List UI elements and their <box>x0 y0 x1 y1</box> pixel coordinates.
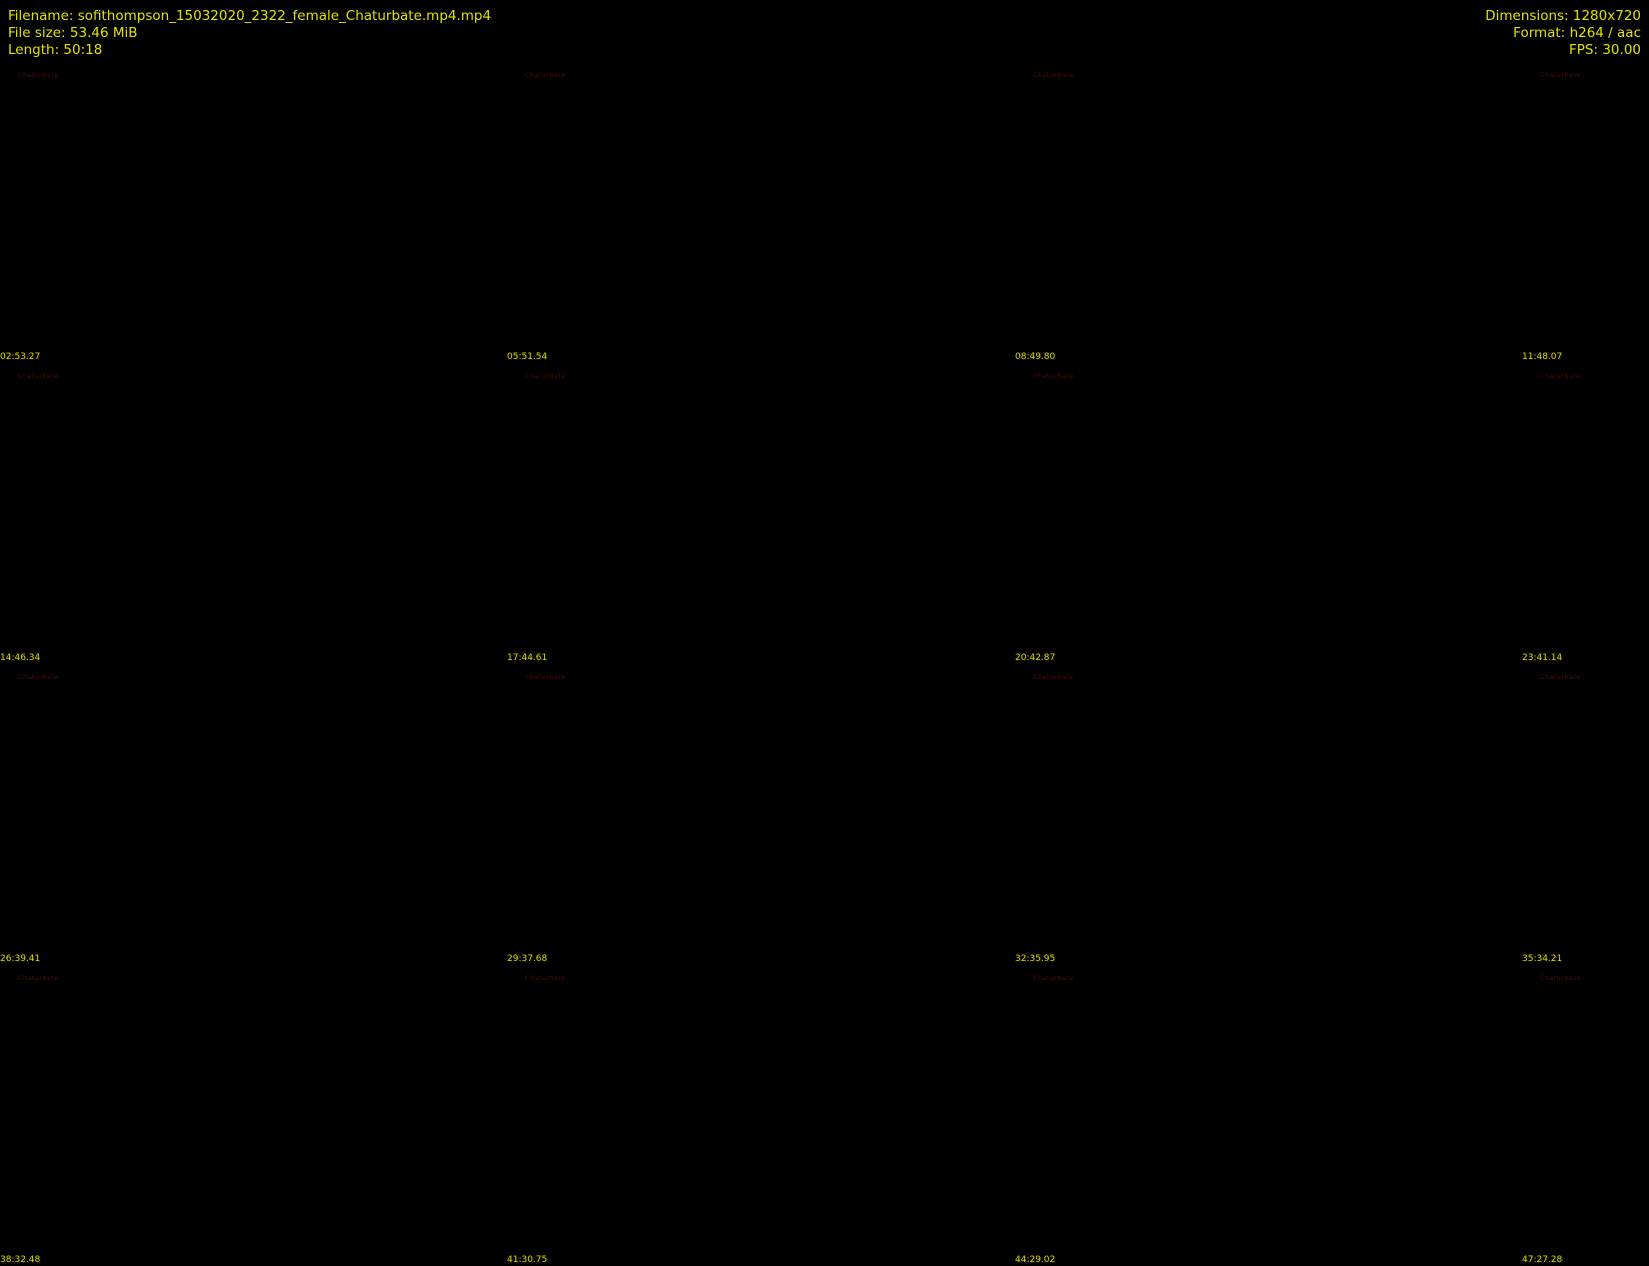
timestamp-label: 35:34.21 <box>1522 954 1563 964</box>
format-text: Format: h264 / aac <box>1513 25 1641 41</box>
timestamp-label: 26:39.41 <box>0 954 41 964</box>
video-thumbnail-r3c2 <box>507 664 1014 965</box>
timestamp-label: 47:27.28 <box>1522 1255 1563 1265</box>
watermark-text: Chaturbate <box>525 372 566 380</box>
video-thumbnail-r1c2 <box>507 62 1014 363</box>
watermark-text: Chaturbate <box>1033 673 1074 681</box>
watermark-text: Chaturbate <box>1540 974 1581 982</box>
stream-info-block <box>1485 8 1641 59</box>
video-thumbnail-r4c4 <box>1522 965 1649 1266</box>
fps-text: FPS: 30.00 <box>1569 42 1641 58</box>
filename-text: Filename: sofithompson_15032020_2322_female_Chaturbate.mp4.mp4 <box>8 8 492 24</box>
video-thumbnail-r2c4 <box>1522 363 1649 664</box>
watermark-text: Chaturbate <box>18 673 59 681</box>
video-thumbnail-r1c1 <box>0 62 507 363</box>
watermark-text: Chaturbate <box>1033 71 1074 79</box>
timestamp-label: 23:41.14 <box>1522 653 1563 663</box>
timestamp-label: 29:37.68 <box>507 954 548 964</box>
timestamp-label: 44:29.02 <box>1015 1255 1056 1265</box>
timestamp-label: 14:46.34 <box>0 653 41 663</box>
timestamp-label: 05:51.54 <box>507 352 548 362</box>
watermark-text: Chaturbate <box>18 71 59 79</box>
watermark-text: Chaturbate <box>1033 372 1074 380</box>
timestamp-label: 20:42.87 <box>1015 653 1056 663</box>
video-thumbnail-r3c1 <box>0 664 507 965</box>
timestamp-label: 32:35.95 <box>1015 954 1056 964</box>
video-thumbnail-r2c3 <box>1015 363 1522 664</box>
filesize-text: File size: 53.46 MiB <box>8 25 138 41</box>
watermark-text: Chaturbate <box>525 71 566 79</box>
video-thumbnail-r1c4 <box>1522 62 1649 363</box>
video-thumbnail-r2c2 <box>507 363 1014 664</box>
watermark-text: Chaturbate <box>1540 372 1581 380</box>
timestamp-label: 38:32.48 <box>0 1255 41 1265</box>
timestamp-label: 17:44.61 <box>507 653 548 663</box>
video-thumbnail-r3c4 <box>1522 664 1649 965</box>
video-thumbnail-r1c3 <box>1015 62 1522 363</box>
watermark-text: Chaturbate <box>525 974 566 982</box>
watermark-text: Chaturbate <box>18 974 59 982</box>
watermark-text: Chaturbate <box>1540 71 1581 79</box>
video-thumbnail-r4c2 <box>507 965 1014 1266</box>
thumbnail-grid <box>0 62 1649 1266</box>
watermark-text: Chaturbate <box>18 372 59 380</box>
timestamp-label: 08:49.80 <box>1015 352 1056 362</box>
video-thumbnail-r3c3 <box>1015 664 1522 965</box>
video-thumbnail-r4c3 <box>1015 965 1522 1266</box>
timestamp-label: 02:53.27 <box>0 352 41 362</box>
file-info-block <box>8 8 491 59</box>
watermark-text: Chaturbate <box>525 673 566 681</box>
video-thumbnail-r4c1 <box>0 965 507 1266</box>
timestamp-label: 41:30.75 <box>507 1255 548 1265</box>
timestamp-label: 11:48.07 <box>1522 352 1563 362</box>
metadata-header <box>0 0 1649 62</box>
watermark-text: Chaturbate <box>1540 673 1581 681</box>
dimensions-text: Dimensions: 1280x720 <box>1485 8 1641 24</box>
length-text: Length: 50:18 <box>8 42 103 58</box>
watermark-text: Chaturbate <box>1033 974 1074 982</box>
video-thumbnail-r2c1 <box>0 363 507 664</box>
